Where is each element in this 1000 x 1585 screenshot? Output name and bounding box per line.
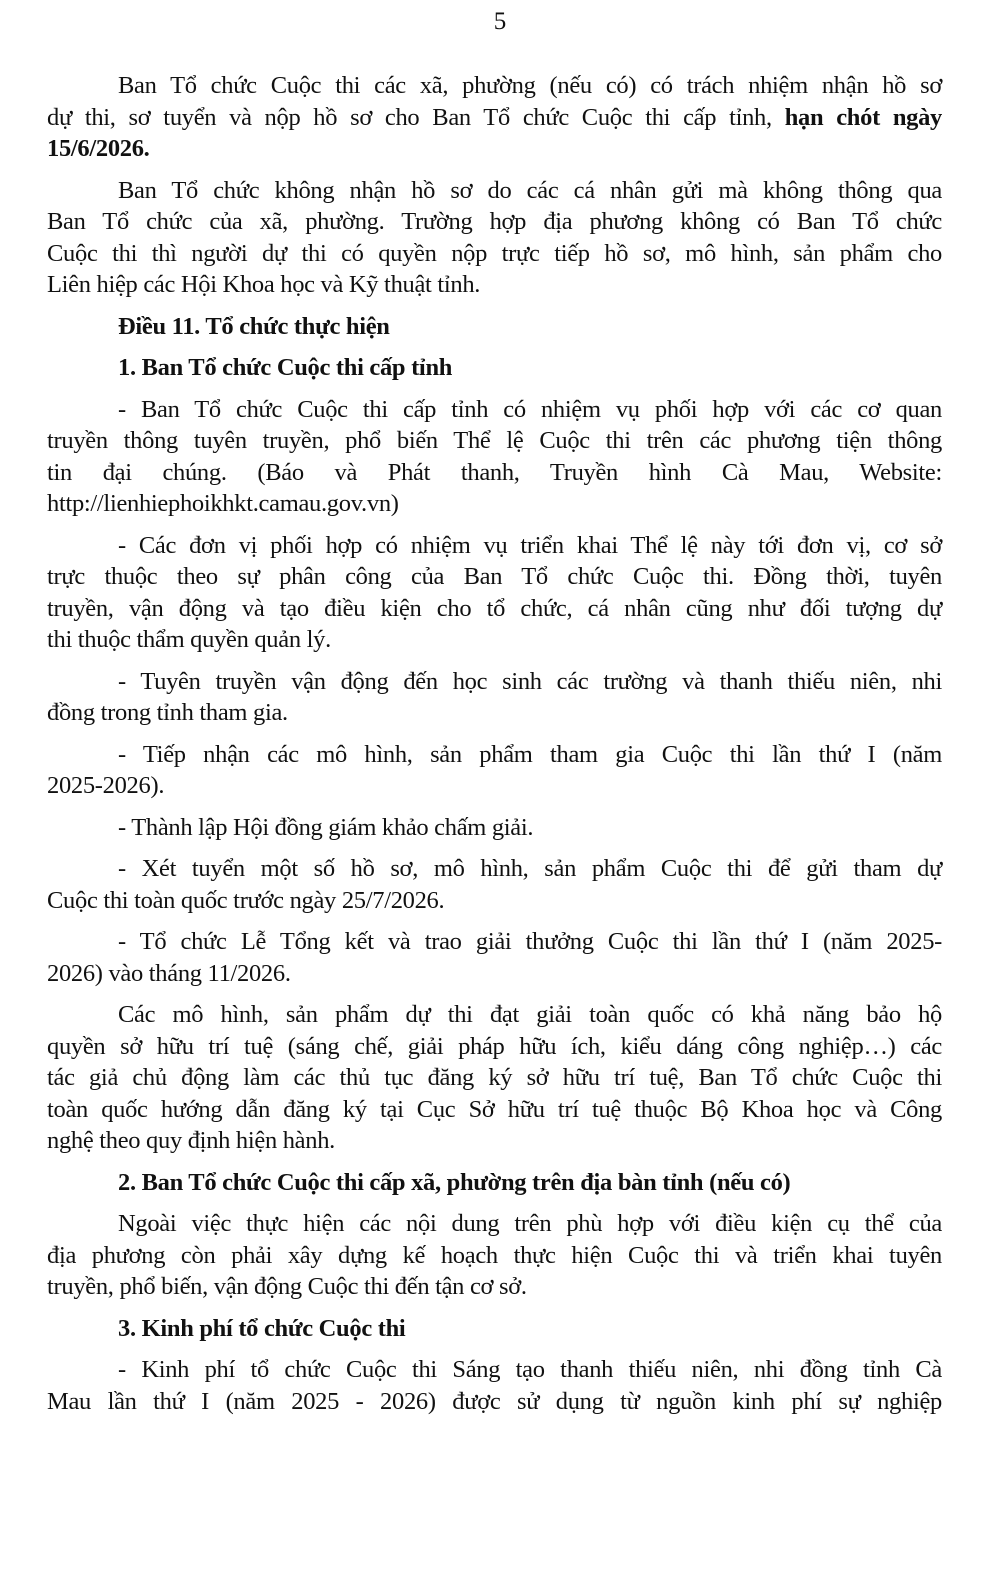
text-line (47, 425, 942, 457)
text-line (47, 666, 942, 698)
paragraph (47, 175, 942, 301)
text-line (47, 885, 942, 917)
text-line (47, 1208, 942, 1240)
text-line (47, 697, 942, 729)
text-line (47, 1354, 942, 1386)
bold-text-run: hạn chót ngày (784, 103, 943, 131)
bold-text-run: 15/6/2026. (47, 135, 150, 162)
text-run: quyền sở hữu trí tuệ (sáng chế, giải pháp hữu ích, kiểu dáng công nghiệp…) các (47, 1032, 942, 1060)
text-run: tác giả chủ động làm các thủ tục đăng ký sở hữu trí tuệ, Ban Tổ chức Cuộc thi (47, 1064, 942, 1091)
text-line (47, 1386, 942, 1418)
paragraph (47, 739, 942, 802)
text-line (47, 999, 942, 1031)
paragraph (47, 1208, 942, 1303)
text-line (47, 488, 942, 520)
text-run: truyền thông tuyên truyền, phổ biến Thể lệ Cuộc thi trên các phương tiện thông (47, 427, 942, 454)
paragraph (47, 1354, 942, 1417)
text-run: đồng trong tỉnh tham gia. (47, 699, 288, 726)
section-heading (47, 1167, 942, 1199)
text-run: Ngoài việc thực hiện các nội dung trên phù hợp với điều kiện cụ thể của (118, 1210, 942, 1237)
heading-text: 1. Ban Tổ chức Cuộc thi cấp tỉnh (118, 354, 453, 381)
paragraph (47, 530, 942, 656)
text-line (47, 102, 942, 134)
section-heading (47, 1313, 942, 1345)
paragraph (47, 926, 942, 989)
text-run: dự thi, sơ tuyển và nộp hồ sơ cho Ban Tổ chức Cuộc thi cấp tỉnh, (47, 103, 785, 131)
section-heading (47, 311, 942, 343)
text-run: Các mô hình, sản phẩm dự thi đạt giải toàn quốc có khả năng bảo hộ (118, 1001, 942, 1028)
text-run: toàn quốc hướng dẫn đăng ký tại Cục Sở hữu trí tuệ thuộc Bộ Khoa học và Công (47, 1095, 942, 1123)
text-line (47, 530, 942, 562)
heading-text: 2. Ban Tổ chức Cuộc thi cấp xã, phường trên địa bàn tỉnh (nếu có) (118, 1168, 791, 1196)
text-run: Liên hiệp các Hội Khoa học và Kỹ thuật tỉnh. (47, 271, 481, 298)
page-number: 5 (493, 8, 507, 35)
text-line (47, 926, 942, 958)
text-run: thi thuộc thẩm quyền quản lý. (47, 626, 331, 653)
heading-text: 3. Kinh phí tổ chức Cuộc thi (118, 1314, 406, 1342)
text-run: Cuộc thi thì người dự thi có quyền nộp trực tiếp hồ sơ, mô hình, sản phẩm cho (47, 239, 942, 267)
text-run: Ban Tổ chức không nhận hồ sơ do các cá nhân gửi mà không thông qua (118, 176, 942, 204)
text-line (47, 1094, 942, 1126)
text-line (47, 1062, 942, 1094)
text-run: - Các đơn vị phối hợp có nhiệm vụ triển khai Thể lệ này tới đơn vị, cơ sở (118, 531, 942, 559)
text-run: 2025-2026). (47, 772, 165, 799)
paragraph (47, 853, 942, 916)
text-run: http://lienhiephoikhkt.camau.gov.vn) (47, 490, 399, 517)
text-run: 2026) vào tháng 11/2026. (47, 959, 291, 987)
text-line (47, 394, 942, 426)
text-run: truyền, vận động và tạo điều kiện cho tổ chức, cá nhân cũng như đối tượng dự (47, 594, 942, 622)
document-body (47, 70, 942, 1427)
text-line (47, 561, 942, 593)
text-run: Cuộc thi toàn quốc trước ngày 25/7/2026. (47, 886, 445, 914)
text-run: tin đại chúng. (Báo và Phát thanh, Truyền hình Cà Mau, Website: (47, 458, 942, 486)
text-line (47, 770, 942, 802)
text-run: - Xét tuyển một số hồ sơ, mô hình, sản phẩm Cuộc thi để gửi tham dự (118, 855, 942, 882)
text-run: - Ban Tổ chức Cuộc thi cấp tỉnh có nhiệm vụ phối hợp với các cơ quan (118, 395, 942, 423)
text-line (47, 1125, 942, 1157)
text-line (47, 238, 942, 270)
text-run: trực thuộc theo sự phân công của Ban Tổ chức Cuộc thi. Đồng thời, tuyên (47, 563, 942, 590)
paragraph (47, 999, 942, 1157)
section-heading (47, 352, 942, 384)
text-line (47, 1240, 942, 1272)
text-line (47, 269, 942, 301)
text-line (47, 958, 942, 990)
text-line (47, 853, 942, 885)
text-line (47, 624, 942, 656)
text-run: Ban Tổ chức của xã, phường. Trường hợp địa phương không có Ban Tổ chức (47, 208, 942, 235)
paragraph (47, 70, 942, 165)
paragraph (47, 666, 942, 729)
text-run: - Tiếp nhận các mô hình, sản phẩm tham gia Cuộc thi lần thứ I (năm (118, 740, 942, 768)
text-run: Mau lần thứ I (năm 2025 - 2026) được sử dụng từ nguồn kinh phí sự nghiệp (47, 1387, 942, 1415)
text-run: - Thành lập Hội đồng giám khảo chấm giải. (118, 813, 534, 841)
text-line (47, 1031, 942, 1063)
text-line (47, 593, 942, 625)
text-line (47, 133, 942, 165)
text-run: nghệ theo quy định hiện hành. (47, 1127, 335, 1154)
text-run: truyền, phổ biến, vận động Cuộc thi đến tận cơ sở. (47, 1273, 527, 1300)
text-line (47, 175, 942, 207)
text-run: địa phương còn phải xây dựng kế hoạch thực hiện Cuộc thi và triển khai tuyên (47, 1241, 942, 1269)
text-line (47, 1271, 942, 1303)
paragraph (47, 394, 942, 520)
text-run: - Tổ chức Lễ Tổng kết và trao giải thưởng Cuộc thi lần thứ I (năm 2025- (118, 928, 942, 955)
heading-text: Điều 11. Tổ chức thực hiện (118, 312, 390, 340)
text-line (47, 739, 942, 771)
text-run: - Tuyên truyền vận động đến học sinh các trường và thanh thiếu niên, nhi (118, 667, 942, 695)
text-run: Ban Tổ chức Cuộc thi các xã, phường (nếu có) có trách nhiệm nhận hồ sơ (118, 72, 942, 99)
text-line (47, 70, 942, 102)
text-line (47, 206, 942, 238)
paragraph (47, 812, 942, 844)
text-line (47, 812, 942, 844)
text-run: - Kinh phí tổ chức Cuộc thi Sáng tạo thanh thiếu niên, nhi đồng tỉnh Cà (118, 1356, 942, 1383)
text-line (47, 457, 942, 489)
